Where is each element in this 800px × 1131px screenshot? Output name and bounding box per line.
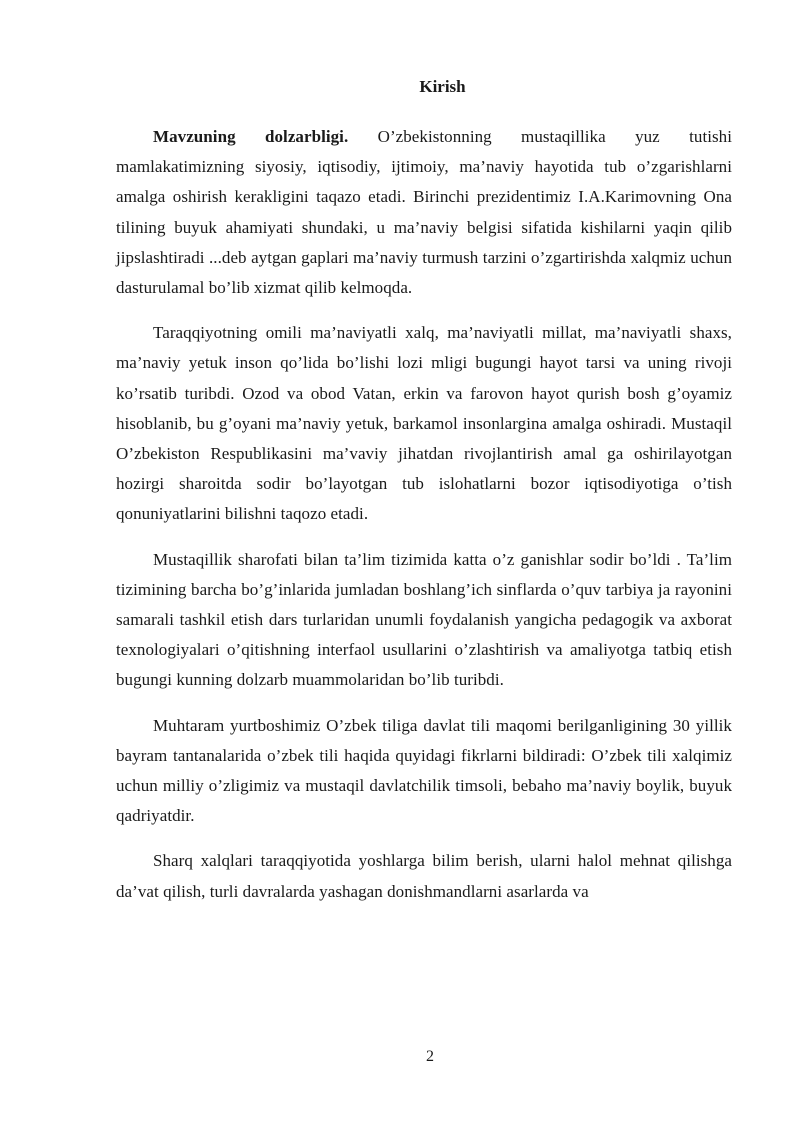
paragraph-lead: Mavzuning dolzarbligi.: [153, 127, 349, 146]
paragraph-progress: [116, 318, 732, 529]
paragraph-text: Mustaqillik sharofati bilan ta’lim tizimida katta o’z ganishlar sodir bo’ldi . Ta’lim tizimining barcha bo’g’inlarida jumladan boshlang’ich sinflarda o’quv tarbiya ja rayonini samarali tashkil etish dars turlaridan unumli foydalanish yangicha pedagogik va axborat texnologiyalari o’qitishning interfaol usullarini o’zlashtirish va amaliyotga tatbiq etish bugungi kunning dolzarb muammolaridan bo’lib turibdi.: [116, 549, 732, 690]
page-number: 2: [426, 1048, 434, 1065]
paragraph-text: O’zbekistonning mustaqillika yuz tutishi mamlakatimizning siyosiy, iqtisodiy, ijtimoiy, ma’naviy hayotida tub o’zgarishlarni amalga oshirish kerakligini taqazo etadi. Birinchi prezidentimiz I.A.Karimovning Ona tilining buyuk ahamiyati shundaki, u ma’naviy belgisi sifatida kishilarni yaqin qilib jipslashtiradi ...deb aytgan gaplari ma’naviy turmush tarzini o’zgartirishda xalqmiz uchun dasturulamal bo’lib xizmat qilib kelmoqda.: [116, 127, 733, 298]
paragraph-education: [116, 545, 732, 696]
document-body: [116, 122, 732, 922]
paragraph-language: [116, 711, 732, 832]
section-title: Kirish: [419, 77, 466, 96]
paragraph-text: Muhtaram yurtboshimiz O’zbek tiliga davlat tili maqomi berilganligining 30 yillik bayram tantanalarida o’zbek tili haqida quyidagi fikrlarni bildiradi: O’zbek tili xalqimiz uchun milliy o’zligimiz va mustaqil davlatchilik timsoli, bebaho ma’naviy boylik, buyuk qadriyatdir.: [116, 715, 732, 826]
paragraph-text: Taraqqiyotning omili ma’naviyatli xalq, ma’naviyatli millat, ma’naviyatli shaxs, ma’naviy yetuk inson qo’lida bo’lishi lozi mligi bugungi hayot tarsi va uning rivoji ko’rsatib turibdi. Ozod va obod Vatan, erkin va farovon hayot qurish bosh g’oyamiz hisoblanib, bu g’oyani ma’naviy yetuk, barkamol insonlargina amalga oshiradi. Mustaqil O’zbekiston Respublikasini ma’vaviy jihatdan rivojlantirish amal ga oshirilayotgan hozirgi sharoitda sodir bo’layotgan tub islohatlarni bozor iqtisodiyotiga o’tish qonuniyatlarini bilishni taqozo etadi.: [116, 323, 732, 524]
paragraph-text: Sharq xalqlari taraqqiyotida yoshlarga bilim berish, ularni halol mehnat qilishga da’vat qilish, turli davralarda yashagan donishmandlarni asarlarda va: [116, 851, 732, 901]
paragraph-east: [116, 846, 732, 906]
paragraph-relevance: [116, 122, 732, 303]
